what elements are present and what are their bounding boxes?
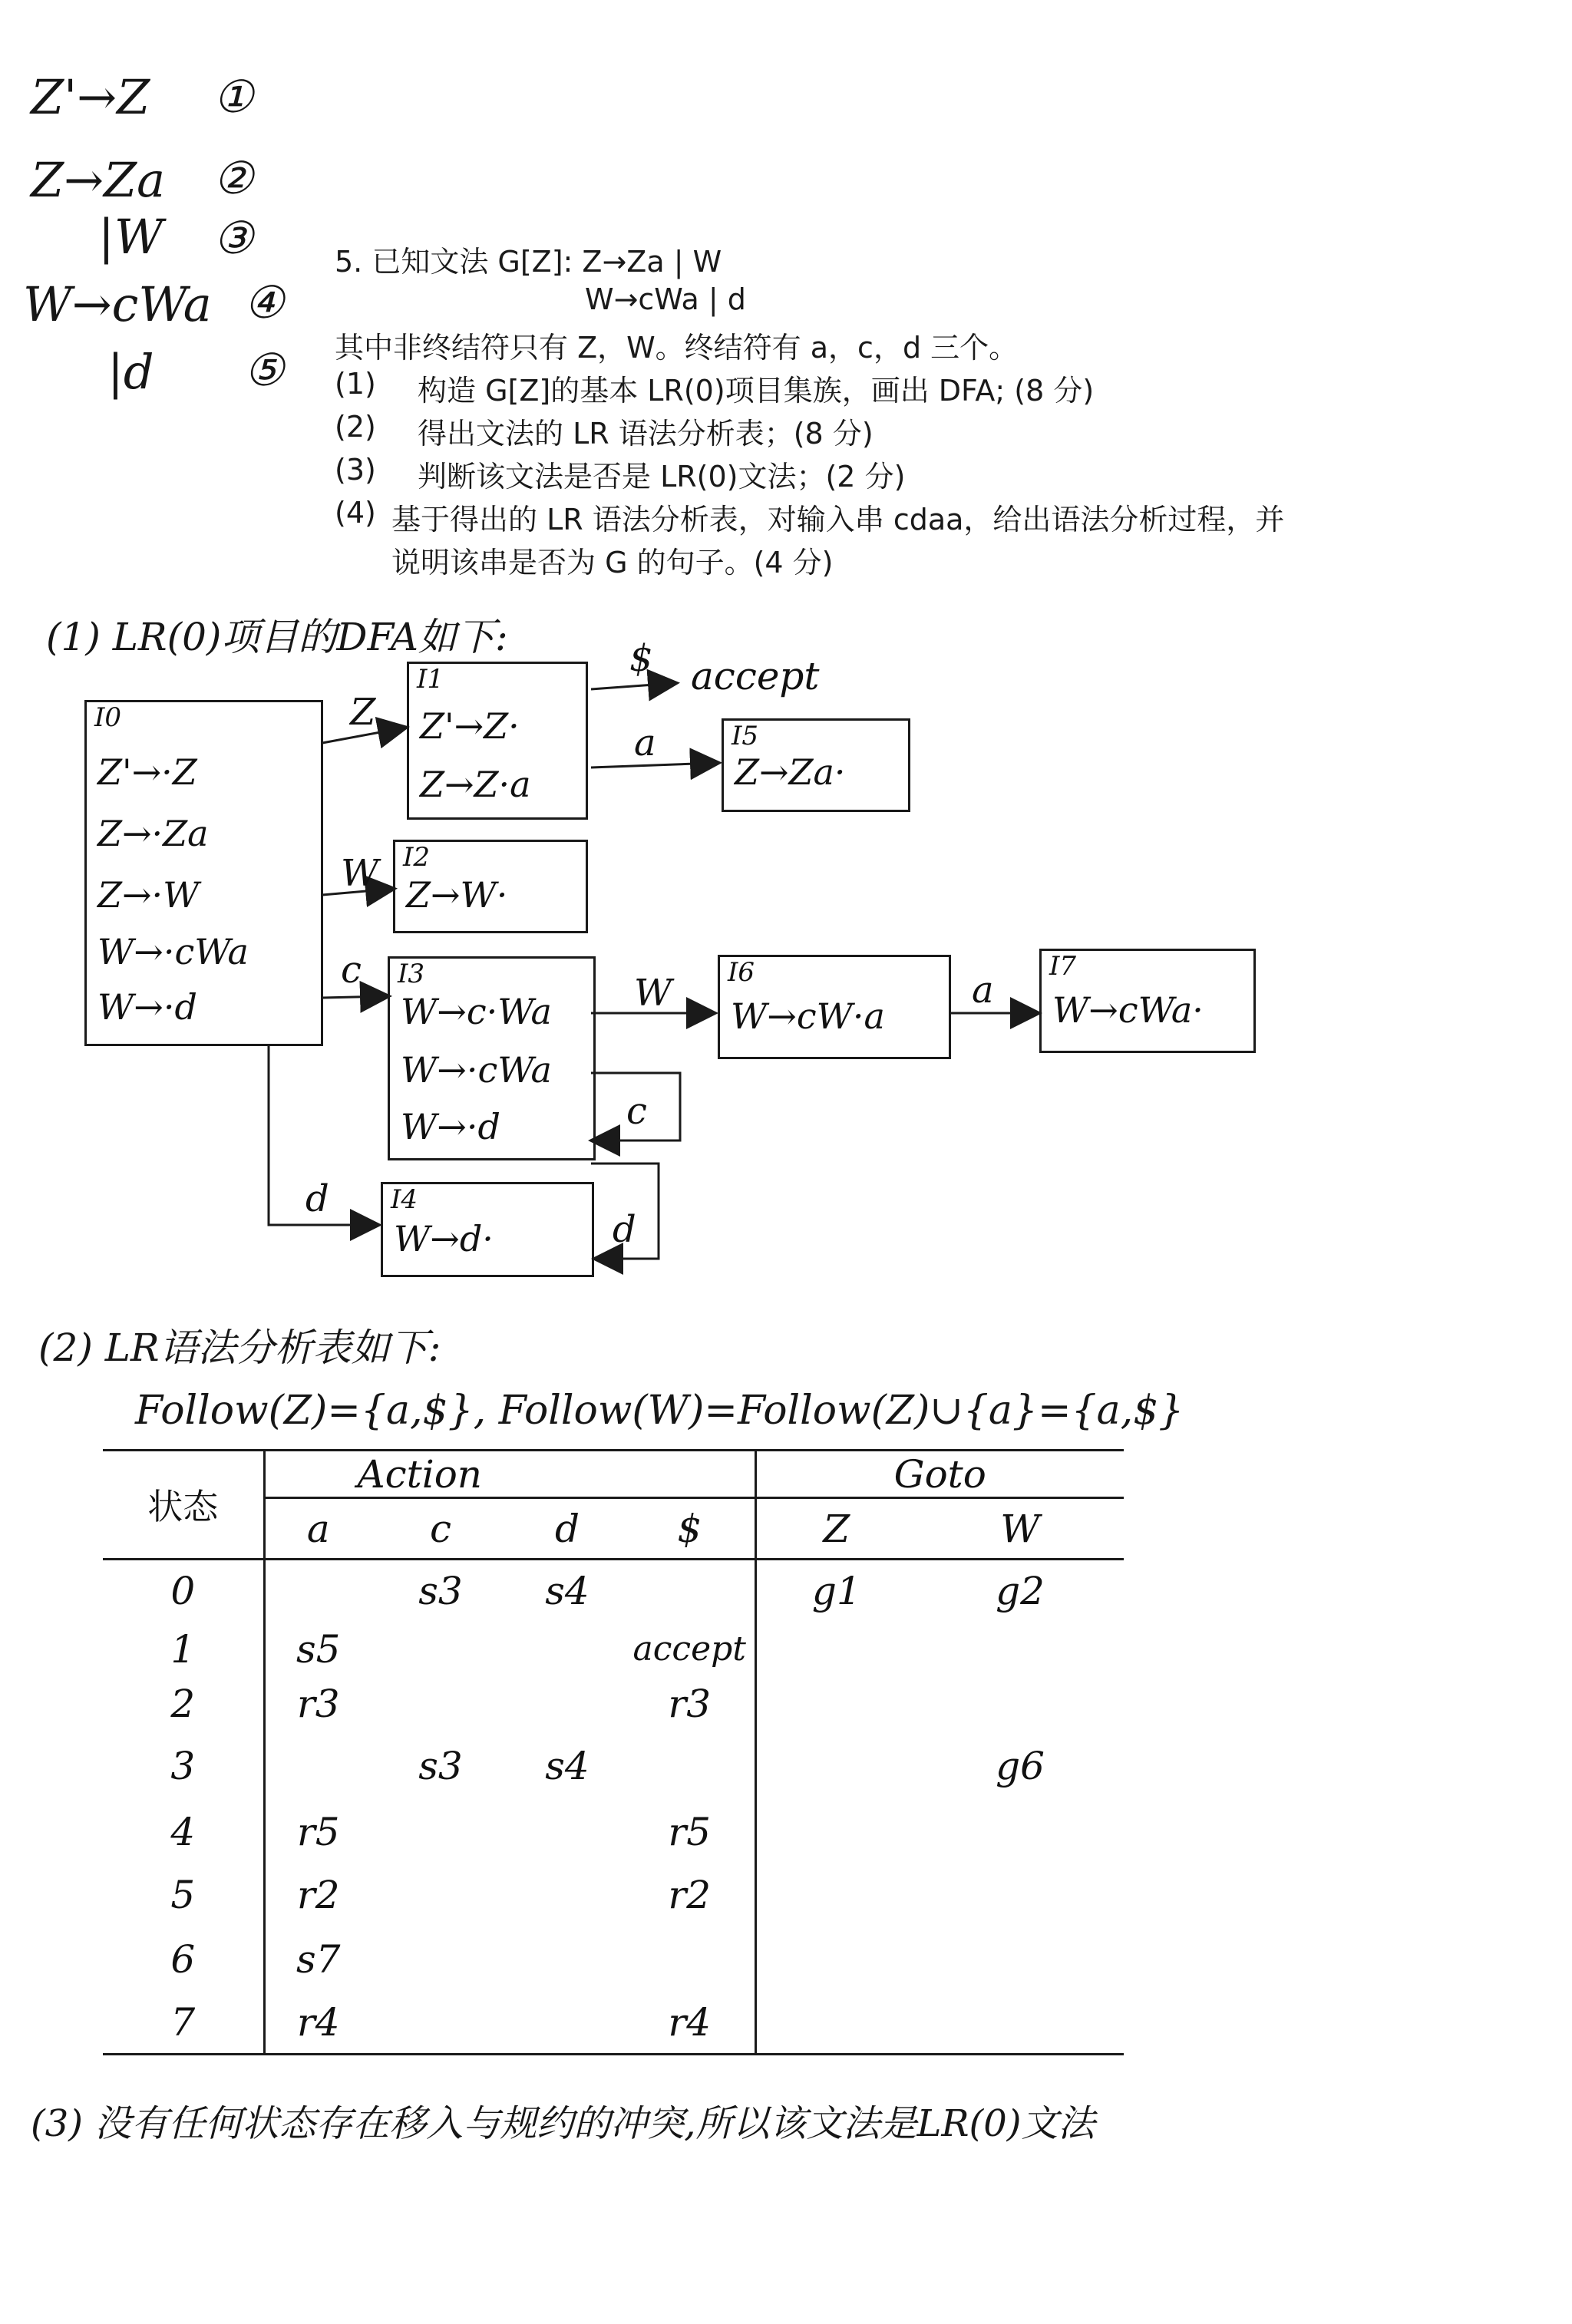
question-item-4: 基于得出的 LR 语法分析表，对输入串 cdaa，给出语法分析过程，并 — [391, 503, 1285, 536]
lr-item: W→cWa· — [1052, 989, 1204, 1031]
state-label: I1 — [417, 664, 444, 695]
action-dollar-cell — [625, 1927, 755, 1992]
goto-W-cell — [916, 1676, 1124, 1731]
edge-I0-I3 — [322, 996, 388, 998]
question-item-3-number: (3) — [335, 453, 376, 487]
margin-number-3: ③ — [213, 212, 253, 264]
state-label: I2 — [403, 842, 431, 873]
margin-number-5: ⑤ — [244, 344, 284, 396]
state-label: I7 — [1049, 951, 1077, 982]
goto-Z-cell — [755, 1863, 916, 1927]
question-item-2: 得出文法的 LR 语法分析表；(8 分) — [418, 417, 874, 451]
answer-1-heading: (1) LR(0)项目的DFA如下: — [46, 615, 508, 659]
question-item-3: 判断该文法是否是 LR(0)文法；(2 分) — [418, 460, 906, 494]
state-cell: 0 — [103, 1559, 264, 1622]
question-line-1: 5. 已知文法 G[Z]: Z→Za | W — [335, 245, 722, 279]
goto-W-cell — [916, 1801, 1124, 1863]
action-a-cell: r2 — [264, 1863, 372, 1927]
lr-item: W→·cWa — [401, 1049, 552, 1091]
edge-label-Z: Z — [350, 691, 376, 734]
action-dollar-cell: r5 — [668, 1809, 712, 1854]
table-row — [103, 1731, 1124, 1801]
action-c-cell: s3 — [418, 1568, 463, 1613]
table-row — [103, 1801, 1124, 1863]
question-item-1: 构造 G[Z]的基本 LR(0)项目集族，画出 DFA; (8 分) — [418, 374, 1095, 408]
action-dollar-cell: accept — [632, 1629, 746, 1669]
lr-item: Z→Z·a — [420, 764, 531, 805]
table-row — [103, 1992, 1124, 2055]
goto-Z-cell — [755, 1927, 916, 1992]
margin-number-2: ② — [213, 152, 253, 204]
edge-label-a-6-7: a — [972, 969, 994, 1012]
lr-item: W→·cWa — [97, 931, 249, 972]
lr-item: Z'→Z· — [420, 705, 520, 747]
goto-col-Z: Z — [755, 1498, 916, 1560]
action-d-cell — [510, 1992, 625, 2055]
margin-production-5: |d — [107, 344, 154, 400]
state-cell: 3 — [170, 1743, 196, 1788]
lr-item: Z→Za· — [735, 751, 846, 793]
question-item-4-continuation: 说明该串是否为 G 的句子。(4 分) — [391, 546, 834, 579]
action-a-cell — [264, 1559, 372, 1622]
lr-item: W→cW·a — [731, 995, 885, 1037]
action-a-cell: r5 — [264, 1801, 372, 1863]
state-cell: 2 — [170, 1682, 196, 1727]
goto-W-cell: g2 — [996, 1568, 1045, 1613]
edge-label-W-3-6: W — [634, 972, 672, 1015]
goto-Z-cell — [755, 1801, 916, 1863]
goto-W-cell — [916, 1622, 1124, 1676]
action-dollar-cell — [625, 1559, 755, 1622]
table-row — [103, 1559, 1124, 1622]
action-d-cell — [510, 1801, 625, 1863]
state-cell: 4 — [170, 1809, 196, 1854]
edge-label-d: d — [305, 1177, 329, 1220]
action-d-cell: s4 — [545, 1568, 590, 1613]
answer-3: (3) 没有任何状态存在移入与规约的冲突,所以该文法是LR(0)文法 — [31, 2102, 1095, 2145]
state-cell: 1 — [170, 1626, 196, 1672]
margin-production-2: Z→Za — [31, 152, 166, 208]
question-line-2: W→cWa | d — [585, 282, 746, 316]
state-label: I0 — [94, 702, 122, 733]
action-c-cell — [372, 1622, 510, 1676]
state-cell: 5 — [170, 1873, 196, 1918]
dfa-state-I5 — [722, 718, 910, 812]
answer-2-heading: (2) LR语法分析表如下: — [38, 1325, 441, 1370]
action-header: Action — [264, 1451, 755, 1498]
action-a-cell: r3 — [264, 1676, 372, 1731]
state-label: I5 — [732, 721, 759, 751]
action-col-d: d — [510, 1498, 625, 1560]
dfa-state-I0 — [84, 700, 323, 1046]
lr-item: W→d· — [394, 1218, 494, 1259]
lr-item: Z→·W — [97, 874, 200, 916]
action-d-cell — [510, 1676, 625, 1731]
goto-Z-cell — [755, 1676, 916, 1731]
goto-W-cell — [916, 1992, 1124, 2055]
action-d-cell — [510, 1863, 625, 1927]
margin-production-3: |W — [98, 209, 163, 265]
action-d-cell — [510, 1622, 625, 1676]
lr-item: W→·d — [401, 1106, 500, 1147]
action-dollar-cell: r2 — [668, 1873, 712, 1918]
lr-parsing-table — [103, 1449, 1124, 2055]
edge-label-a-1-5: a — [634, 721, 656, 764]
dfa-state-I6 — [718, 955, 951, 1059]
state-cell: 7 — [103, 1992, 264, 2055]
question-item-2-number: (2) — [335, 410, 376, 444]
action-col-dollar: $ — [625, 1498, 755, 1560]
table-row — [103, 1676, 1124, 1731]
action-col-c: c — [372, 1498, 510, 1560]
goto-W-cell — [916, 1863, 1124, 1927]
action-d-cell — [510, 1927, 625, 1992]
lr-item: Z→·Za — [97, 813, 209, 854]
goto-W-cell — [916, 1927, 1124, 1992]
accept-label: accept — [691, 654, 820, 698]
action-c-cell — [372, 1992, 510, 2055]
goto-Z-cell: g1 — [755, 1559, 916, 1622]
dfa-state-I7 — [1039, 949, 1256, 1053]
goto-W-cell: g6 — [996, 1743, 1045, 1788]
action-c-cell — [372, 1801, 510, 1863]
edge-label-d-loop: d — [613, 1208, 636, 1251]
margin-production-4: W→cWa — [23, 276, 212, 332]
goto-Z-cell — [755, 1731, 916, 1801]
edge-label-W: W — [341, 852, 379, 895]
lr-item: W→·d — [97, 986, 197, 1028]
question-item-4-number: (4) — [335, 496, 376, 530]
edge-label-c-loop: c — [626, 1090, 647, 1133]
dfa-state-I4 — [381, 1182, 594, 1277]
lr-item: Z→W· — [406, 874, 508, 916]
state-cell: 6 — [170, 1936, 196, 1982]
edge-label-c: c — [341, 949, 362, 992]
table-row — [103, 1863, 1124, 1927]
action-a-cell: s7 — [264, 1927, 372, 1992]
goto-Z-cell — [755, 1622, 916, 1676]
question-line-3: 其中非终结符只有 Z，W。终结符有 a，c，d 三个。 — [335, 331, 1019, 365]
action-c-cell — [372, 1676, 510, 1731]
action-c-cell: s3 — [418, 1743, 463, 1788]
state-label: I6 — [728, 957, 755, 988]
dfa-state-I1 — [407, 662, 588, 820]
action-dollar-cell: r3 — [668, 1682, 712, 1727]
margin-number-1: ① — [213, 71, 253, 123]
action-col-a: a — [264, 1498, 372, 1560]
action-c-cell — [372, 1863, 510, 1927]
edge-label-dollar: $ — [629, 637, 653, 680]
dfa-state-I2 — [393, 840, 588, 933]
goto-col-W: W — [916, 1498, 1124, 1560]
action-dollar-cell — [625, 1731, 755, 1801]
action-a-cell: s5 — [264, 1622, 372, 1676]
lr-item: Z'→·Z — [97, 751, 197, 793]
state-label: I3 — [398, 959, 425, 989]
action-c-cell — [372, 1927, 510, 1992]
action-a-cell: r4 — [264, 1992, 372, 2055]
margin-number-4: ④ — [244, 276, 284, 328]
follow-sets: Follow(Z)={a,$}, Follow(W)=Follow(Z)∪{a}={a,$} — [135, 1388, 1184, 1434]
table-row — [103, 1622, 1124, 1676]
question-item-1-number: (1) — [335, 367, 376, 401]
action-a-cell — [264, 1731, 372, 1801]
state-column-header: 状态 — [103, 1451, 264, 1560]
action-d-cell: s4 — [545, 1743, 590, 1788]
action-dollar-cell: r4 — [625, 1992, 755, 2055]
lr-item: W→c·Wa — [401, 991, 552, 1032]
state-label: I4 — [391, 1184, 418, 1215]
edge-I1-accept — [591, 683, 675, 689]
goto-header: Goto — [755, 1451, 1124, 1498]
margin-production-1: Z'→Z — [31, 69, 150, 125]
dfa-state-I3 — [388, 956, 596, 1160]
table-row — [103, 1927, 1124, 1992]
goto-Z-cell — [755, 1992, 916, 2055]
